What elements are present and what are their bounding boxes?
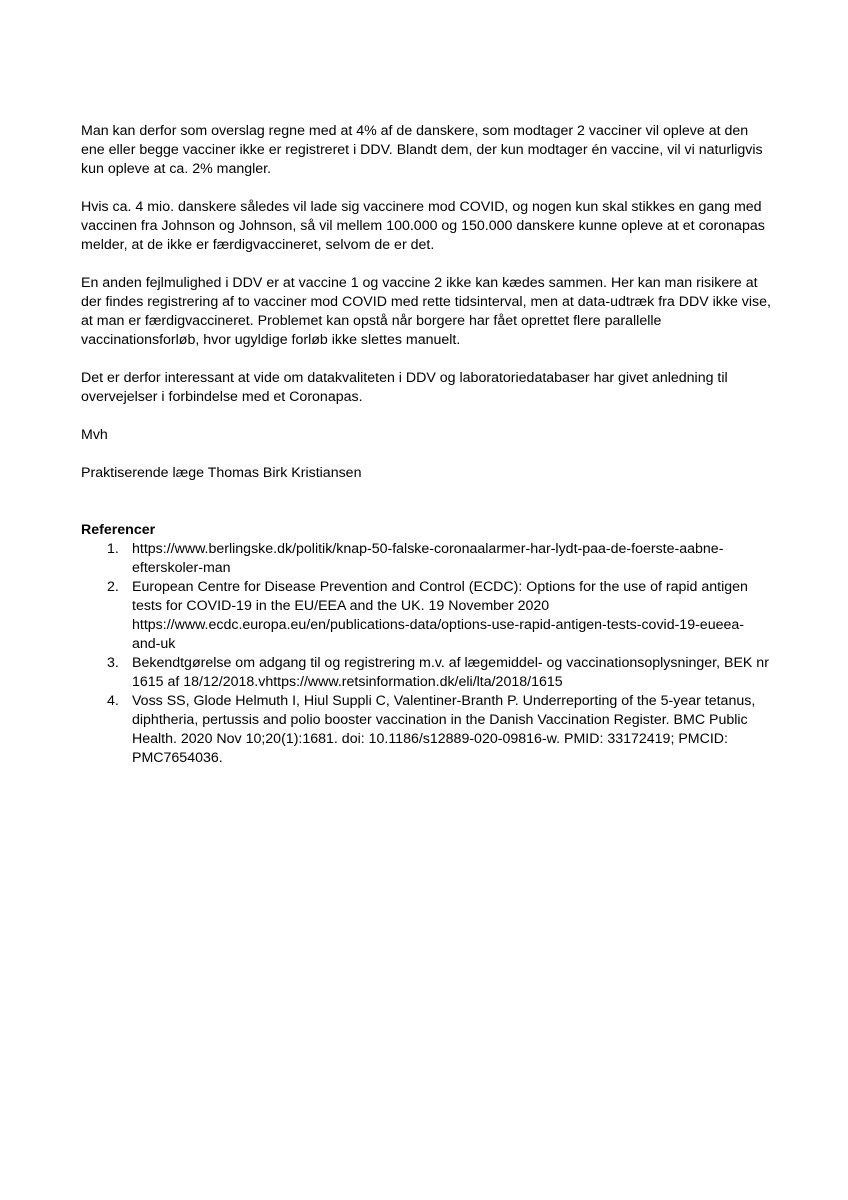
document-page	[81, 122, 771, 768]
reference-item	[81, 578, 771, 654]
reference-number: 1.	[107, 541, 119, 557]
paragraph-vaccination-count: Hvis ca. 4 mio. danskere således vil lade sig vaccinere mod COVID, og nogen kun skal stikkes en gang med vaccinen fra Johnson og Johnson, så vil mellem 100.000 og 150.000 danskere kunne opleve at et coronapas melder, at de ikke er færdigvaccineret, selvom de er det.	[81, 199, 765, 253]
reference-text: Bekendtgørelse om adgang til og registrering m.v. af lægemiddel- og vaccinationsoplysninger, BEK nr 1615 af 18/12/2018.vhttps://www.retsinformation.dk/eli/lta/2018/1615	[132, 655, 769, 690]
paragraph-estimate: Man kan derfor som overslag regne med at 4% af de danskere, som modtager 2 vacciner vil opleve at den ene eller begge vacciner ikke er registreret i DDV. Blandt dem, der kun modtager én vaccine, vil vi naturligvis kun opleve at ca. 2% mangler.	[81, 123, 763, 177]
reference-number: 2.	[107, 579, 119, 595]
paragraph-data-quality: Det er derfor interessant at vide om datakvaliteten i DDV og laboratoriedatabaser har givet anledning til overvejelser i forbindelse med et Coronapas.	[81, 370, 728, 405]
reference-item	[81, 540, 771, 578]
reference-number: 3.	[107, 655, 119, 671]
signature: Praktiserende læge Thomas Birk Kristiansen	[81, 465, 362, 481]
reference-number: 4.	[107, 693, 119, 709]
closing-greeting: Mvh	[81, 427, 108, 443]
references-heading: Referencer	[81, 522, 156, 538]
reference-text: European Centre for Disease Prevention and Control (ECDC): Options for the use of rapid antigen tests for COVID-19 in the EU/EEA and the UK. 19 November 2020 https://www.ecdc.europa.eu/en/publications-data/options-use-rapid-antigen-tests-covid-19-eueea-and-uk	[132, 579, 748, 652]
paragraph-linking-error: En anden fejlmulighed i DDV er at vaccine 1 og vaccine 2 ikke kan kædes sammen. Her kan man risikere at der findes registrering af to vacciner mod COVID med rette tidsinterval, men at data-udtræk fra DDV ikke vise, at man er færdigvaccineret. Problemet kan opstå når borgere har fået oprettet flere parallelle vaccinationsforløb, hvor ugyldige forløb ikke slettes manuelt.	[81, 275, 771, 348]
reference-text: https://www.berlingske.dk/politik/knap-50-falske-coronaalarmer-har-lydt-paa-de-foerste-aabne-efterskoler-man	[132, 541, 724, 576]
reference-item	[81, 654, 771, 692]
references-list	[81, 540, 771, 768]
reference-text: Voss SS, Glode Helmuth I, Hiul Suppli C, Valentiner-Branth P. Underreporting of the 5-year tetanus, diphtheria, pertussis and polio booster vaccination in the Danish Vaccination Register. BMC Public Health. 2020 Nov 10;20(1):1681. doi: 10.1186/s12889-020-09816-w. PMID: 33172419; PMCID: PMC7654036.	[132, 693, 756, 766]
reference-item	[81, 692, 771, 768]
